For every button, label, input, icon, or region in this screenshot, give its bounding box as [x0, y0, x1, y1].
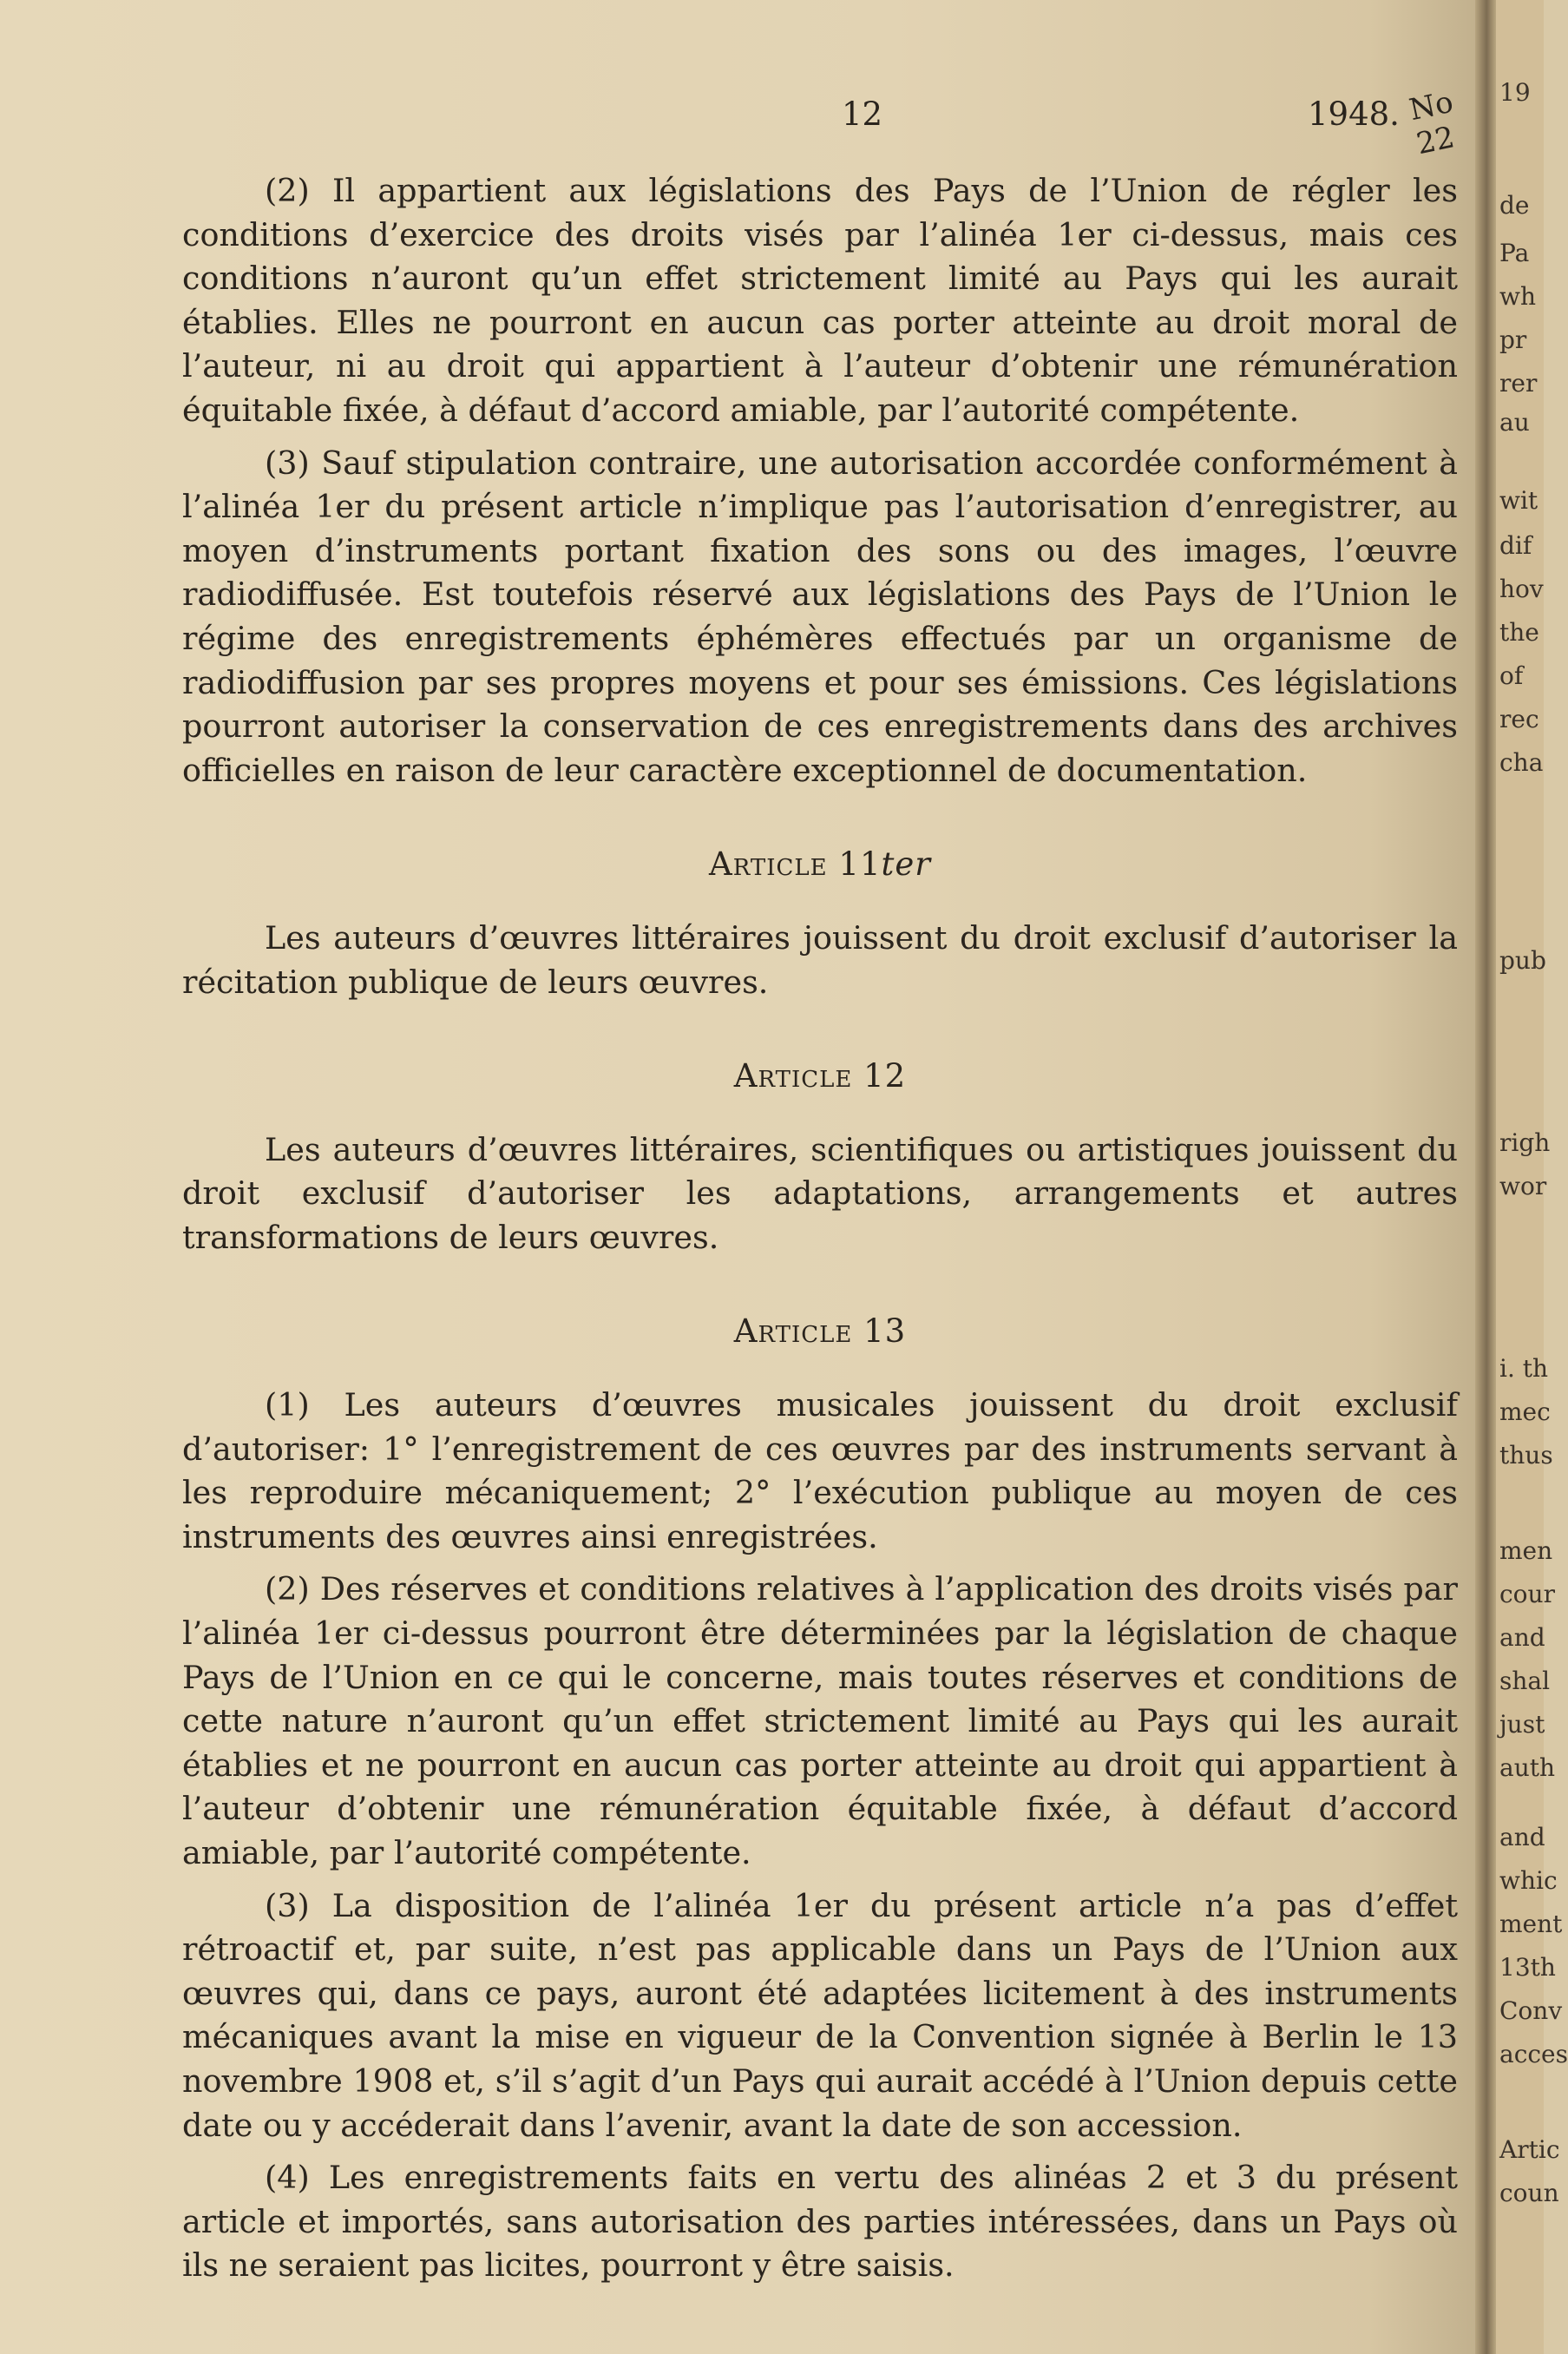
facing-page-fragment: wit [1499, 486, 1538, 515]
article-13-paragraph-2: (2) Des réserves et conditions relatives à l’application des droits visés par l’alinéa 1er ci-dessus pourront être déterminées par la législation de chaque Pays de l’Union en ce qui le concerne, mais toutes réserves et conditions de cette nature n’auront qu’un effet strictement limité au Pays qui les aurait établies et ne pourront en aucun cas porter atteinte au droit qui appartient à l’auteur d’obtenir une rémunération équitable fixée, à défaut d’accord amiable, par l’autorité compétente. [182, 1570, 1458, 1871]
page-number: 12 [842, 95, 883, 133]
page-header [0, 84, 1489, 162]
facing-page-fragment: whic [1499, 1866, 1558, 1895]
paragraph-2: (2) Il appartient aux législations des Pays de l’Union de régler les conditions d’exercice des droits visés par l’alinéa 1er ci-dessus, mais ces conditions n’auront qu’un effet strictement limité au Pays qui les aurait établies. Elles ne pourront en aucun cas porter atteinte au droit moral de l’auteur, ni au droit qui appartient à l’auteur d’obtenir une rémunération équitable fixée, à défaut d’accord amiable, par l’autorité compétente. [182, 172, 1458, 429]
facing-page-fragment: cour [1499, 1580, 1555, 1608]
facing-page-fragment: pr [1499, 325, 1527, 354]
facing-page-fragment: Pa [1499, 239, 1530, 267]
article-11ter-text: Les auteurs d’œuvres littéraires jouissent du droit exclusif d’autoriser la récitation publique de leurs œuvres. [182, 918, 1458, 1001]
facing-page-edge [1496, 0, 1568, 2354]
issue-mark: No 22 [1406, 84, 1458, 162]
facing-page-fragment: wor [1499, 1172, 1547, 1200]
facing-page-fragment: Artic [1499, 2135, 1560, 2164]
facing-page-fragment: thus [1499, 1441, 1553, 1470]
facing-page-fragment: just [1499, 1710, 1545, 1739]
facing-page-fragment: ment [1499, 1910, 1563, 1938]
facing-page-fragment: wh [1499, 282, 1536, 311]
facing-page-fragment: i. th [1499, 1354, 1549, 1383]
facing-page-fragment: mec [1499, 1397, 1551, 1426]
facing-page-fragment: coun [1499, 2179, 1559, 2207]
book-gutter [1475, 0, 1496, 2354]
facing-page-fragment: au [1499, 408, 1530, 437]
facing-page-fragment: auth [1499, 1753, 1556, 1782]
article-11ter-title-prefix: Article 11 [709, 845, 882, 884]
facing-page-fragment: pub [1499, 946, 1546, 975]
facing-page-fragment: de [1499, 191, 1530, 220]
facing-page-fragment: and [1499, 1623, 1545, 1652]
facing-page-fragment: cha [1499, 748, 1544, 777]
article-12-text: Les auteurs d’œuvres littéraires, scientifiques ou artistiques jouissent du droit exclusif d’autoriser les adaptations, arrangements et autres transformations de leurs œuvres. [182, 1130, 1458, 1256]
article-13-paragraph-4: (4) Les enregistrements faits en vertu des alinéas 2 et 3 du présent article et importés, sans autorisation des parties intéressées, dans un Pays où ils ne seraient pas licites, pourront y être saisis. [182, 2159, 1458, 2285]
article-13-title: Article 13 [733, 1312, 907, 1351]
article-11ter-title-suffix: ter [881, 845, 931, 884]
article-12-title: Article 12 [733, 1057, 907, 1095]
facing-page-fragment: 13th [1499, 1953, 1556, 1982]
facing-page-fragment: acces [1499, 2040, 1568, 2068]
facing-page-fragment: hov [1499, 575, 1544, 603]
article-13-paragraph-1: (1) Les auteurs d’œuvres musicales jouissent du droit exclusif d’autoriser: 1° l’enregistrement de ces œuvres par des instruments servant à les reproduire mécaniquement; 2° l’exécution publique au moyen de ces instruments des œuvres ainsi enregistrées. [182, 1386, 1458, 1555]
facing-page-fragment: Conv [1499, 1996, 1563, 2025]
main-text [182, 169, 1458, 2297]
article-11ter-title [182, 843, 1458, 887]
facing-page-fragment: and [1499, 1823, 1545, 1851]
header-year: 1948. [1308, 95, 1400, 133]
facing-page-fragment: dif [1499, 531, 1532, 560]
facing-page-fragment: righ [1499, 1128, 1551, 1157]
facing-page-fragment: men [1499, 1536, 1553, 1565]
facing-page-fragment: rer [1499, 369, 1538, 398]
article-13-paragraph-3: (3) La disposition de l’alinéa 1er du présent article n’a pas d’effet rétroactif et, par suite, n’est pas applicable dans un Pays de l’Union aux œuvres qui, dans ce pays, auront été adaptées licitement à des instruments mécaniques avant la mise en vigueur de la Convention signée à Berlin le 13 novembre 1908 et, s’il s’agit d’un Pays qui aurait accédé à l’Union depuis cette date ou y accéderait dans l’avenir, avant la date de son accession. [182, 1886, 1458, 2144]
facing-page-fragment: the [1499, 618, 1539, 647]
paragraph-3: (3) Sauf stipulation contraire, une autorisation accordée conformément à l’alinéa 1er du présent article n’implique pas l’autorisation d’enregistrer, au moyen d’instruments portant fixation des sons ou des images, l’œuvre radiodiffusée. Est toutefois réservé aux législations des Pays de l’Union le régime des enregistrements éphémères effectués par un organisme de radiodiffusion par ses propres moyens et pour ses émissions. Ces législations pourront autoriser la conservation de ces enregistrements dans des archives officielles en raison de leur caractère exceptionnel de documentation. [182, 444, 1458, 789]
facing-page-fragment: of [1499, 661, 1524, 690]
facing-page-fragment: 19 [1499, 78, 1531, 107]
facing-page-fragment: rec [1499, 705, 1539, 733]
facing-page-fragment: shal [1499, 1667, 1551, 1695]
